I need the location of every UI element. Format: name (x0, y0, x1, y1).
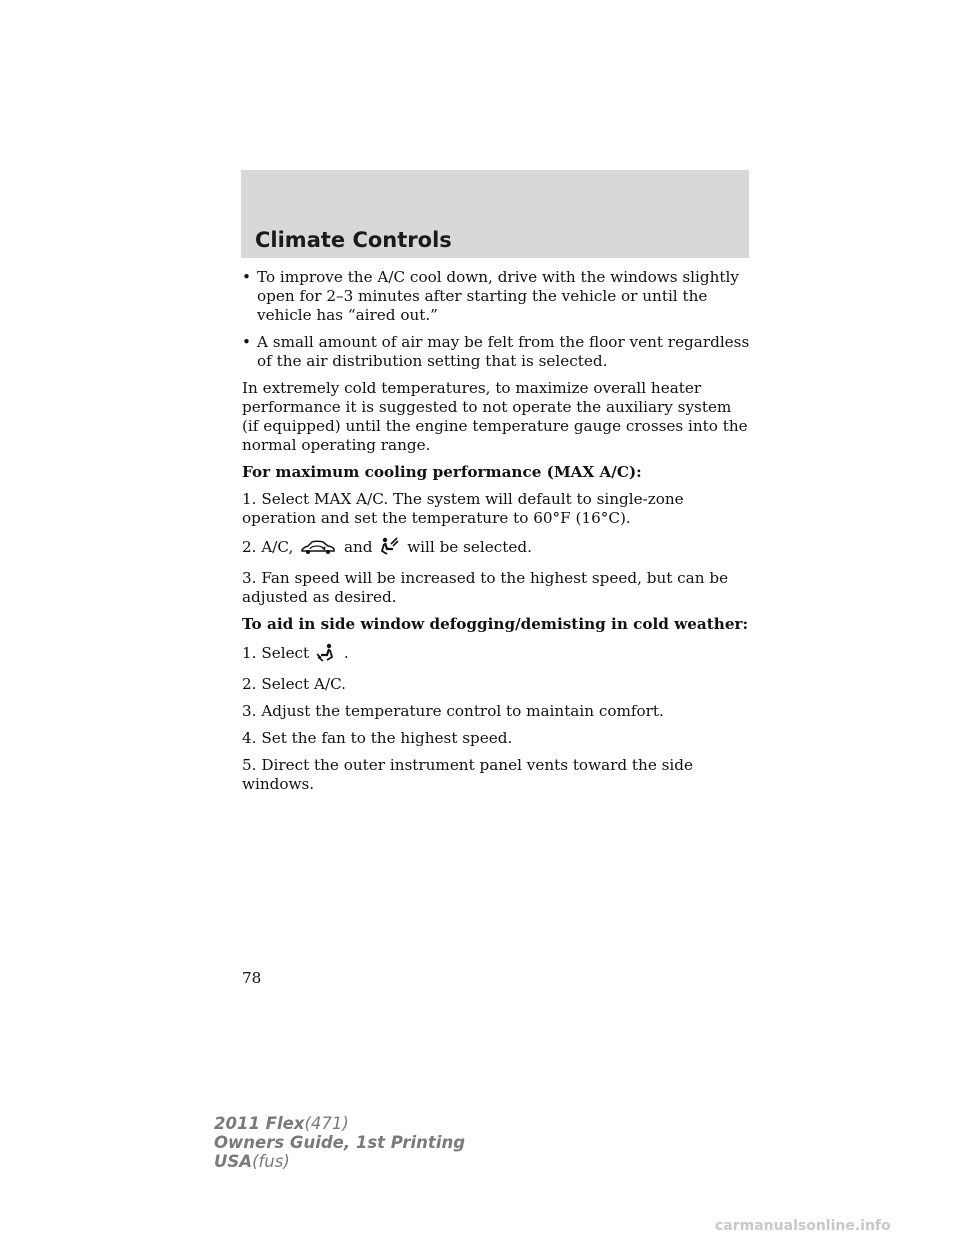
max-ac-step-2-suffix: will be selected. (407, 538, 532, 556)
footer-line-1 (214, 1114, 465, 1133)
defog-step-1-prefix: 1. Select (242, 644, 310, 662)
page-number: 78 (242, 969, 262, 987)
max-ac-step-2-mid: and (343, 538, 373, 556)
page-content (242, 268, 752, 802)
footer-market-code: (fus) (252, 1152, 290, 1171)
defog-step-5: 5. Direct the outer instrument panel vents toward the side windows. (242, 756, 693, 793)
floor-vent-icon (316, 642, 336, 667)
bullet-dot: • (242, 333, 251, 351)
max-ac-step-3: 3. Fan speed will be increased to the highest speed, but can be adjusted as desired. (242, 569, 729, 606)
defog-step-1 (242, 642, 752, 667)
bullet-text: To improve the A/C cool down, drive with the windows slightly open for 2–3 minutes after starting the vehicle or until the vehicle has “aired out.” (257, 268, 739, 324)
defog-step-2: 2. Select A/C. (242, 675, 346, 693)
defog-heading: To aid in side window defogging/demisting in cold weather: (242, 615, 749, 633)
defog-step-4: 4. Set the fan to the highest speed. (242, 729, 513, 747)
bullet-item (242, 268, 752, 325)
footer-line-2: Owners Guide, 1st Printing (214, 1133, 466, 1152)
watermark: carmanualsonline.info (715, 1218, 891, 1234)
print-footer (214, 1114, 465, 1171)
footer-line-3 (214, 1152, 465, 1171)
defog-step-3: 3. Adjust the temperature control to maintain comfort. (242, 702, 664, 720)
bullet-item (242, 333, 752, 371)
panel-vent-icon (379, 536, 399, 561)
section-header-band (241, 170, 749, 258)
max-ac-heading: For maximum cooling performance (MAX A/C): (242, 463, 642, 481)
cold-weather-paragraph: In extremely cold temperatures, to maximize overall heater performance it is suggested to not operate the auxiliary system (if equipped) until the engine temperature gauge crosses into the normal operating range. (242, 379, 748, 454)
max-ac-step-2-prefix: 2. A/C, (242, 538, 294, 556)
bullet-text: A small amount of air may be felt from the floor vent regardless of the air distribution setting that is selected. (257, 333, 750, 370)
recirculation-icon (300, 538, 336, 561)
defog-step-1-suffix: . (343, 644, 349, 662)
footer-market: USA (214, 1152, 253, 1171)
footer-model: 2011 Flex (214, 1114, 305, 1133)
section-title: Climate Controls (255, 228, 452, 252)
bullet-dot: • (242, 268, 251, 286)
max-ac-step-1: 1. Select MAX A/C. The system will default to single-zone operation and set the temperature to 60°F (16°C). (242, 490, 684, 527)
max-ac-step-2 (242, 536, 752, 561)
footer-model-code: (471) (304, 1114, 349, 1133)
